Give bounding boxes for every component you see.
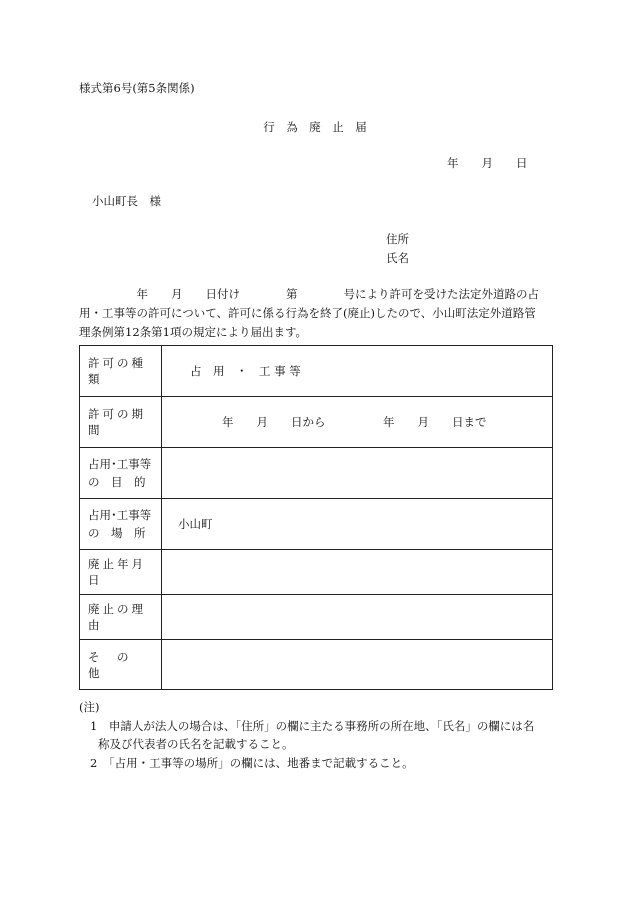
applicant-name-label: 氏名 bbox=[386, 251, 409, 265]
other-value bbox=[162, 640, 553, 690]
abolish-reason-value bbox=[162, 595, 553, 640]
addressee: 小山町長 様 bbox=[92, 194, 161, 208]
other-label: そ の 他 bbox=[80, 640, 162, 690]
purpose-label bbox=[80, 448, 162, 499]
note-2: 2 「占用・工事等の場所」の欄には、地番まで記載すること。 bbox=[90, 755, 414, 770]
permit-type-label: 許可の種類 bbox=[80, 346, 162, 397]
notes-heading: (注) bbox=[79, 700, 100, 714]
row-permit-period bbox=[80, 397, 553, 448]
body-line: 年 月 日付け 第 号により許可を受けた法定外道路の占 bbox=[79, 287, 539, 301]
row-abolish-reason bbox=[80, 595, 553, 640]
place-label-line2: の 場 所 bbox=[88, 526, 146, 540]
abolish-reason-label: 廃止の理由 bbox=[80, 595, 162, 640]
abolish-date-label: 廃止年月日 bbox=[80, 550, 162, 595]
purpose-label-line1: 占用･工事等 bbox=[88, 457, 152, 471]
applicant-address-label: 住所 bbox=[386, 232, 409, 246]
permit-period-value: 年 月 日から 年 月 日まで bbox=[162, 397, 553, 448]
body-line: 理条例第12条第1項の規定により届出ます。 bbox=[79, 325, 308, 339]
note-1-line2: 称及び代表者の氏名を記載すること。 bbox=[98, 737, 294, 751]
row-other bbox=[80, 640, 553, 690]
row-purpose bbox=[80, 448, 553, 499]
body-paragraph bbox=[79, 285, 552, 342]
body-line: 用・工事等の許可について、許可に係る行為を終了(廃止)したので、小山町法定外道路管 bbox=[79, 306, 536, 320]
submission-date: 年 月 日 bbox=[447, 156, 528, 170]
document-title: 行 為 廃 止 届 bbox=[263, 120, 367, 134]
place-label bbox=[80, 499, 162, 550]
permit-type-value: 占 用 ・ 工 事 等 bbox=[162, 346, 553, 397]
purpose-value bbox=[162, 448, 553, 499]
place-value: 小山町 bbox=[162, 499, 553, 550]
note-1-line1: 1 申請人が法人の場合は、「住所」の欄に主たる事務所の所在地、「氏名」の欄には名 bbox=[90, 718, 535, 733]
row-abolish-date bbox=[80, 550, 553, 595]
notification-table bbox=[79, 345, 553, 690]
abolish-date-value bbox=[162, 550, 553, 595]
place-label-line1: 占用･工事等 bbox=[88, 508, 152, 522]
row-place bbox=[80, 499, 553, 550]
purpose-label-line2: の 目 的 bbox=[88, 475, 146, 489]
permit-period-label: 許可の期間 bbox=[80, 397, 162, 448]
notes-section bbox=[79, 698, 534, 772]
row-permit-type bbox=[80, 346, 553, 397]
form-number-label: 様式第6号(第5条関係) bbox=[79, 81, 195, 95]
